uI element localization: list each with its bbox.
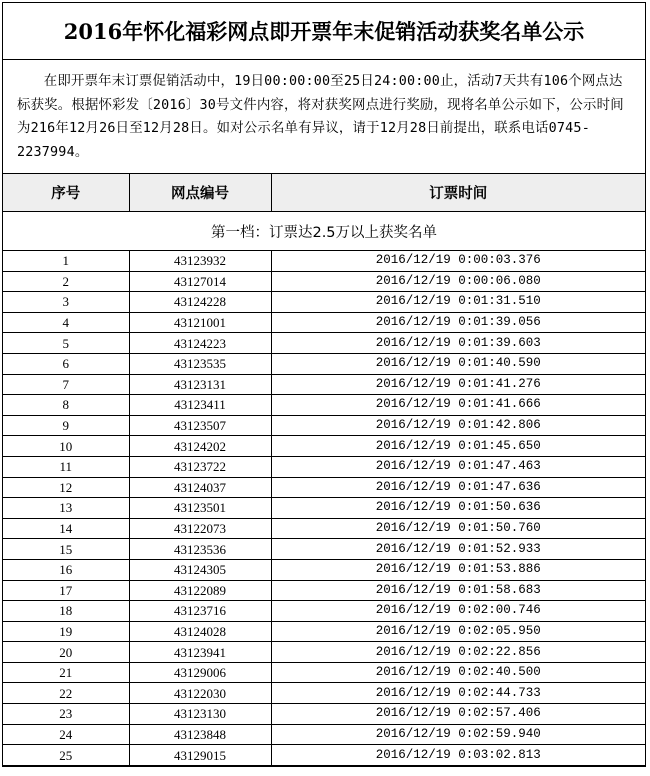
row-serial: 11 [3, 456, 129, 477]
table-row [3, 580, 645, 601]
row-serial: 20 [3, 642, 129, 663]
row-outlet-id: 43124202 [129, 436, 271, 457]
row-order-time: 2016/12/19 0:03:02.813 [271, 745, 645, 766]
row-outlet-id: 43129006 [129, 662, 271, 683]
row-order-time: 2016/12/19 0:02:22.856 [271, 642, 645, 663]
row-order-time: 2016/12/19 0:01:39.056 [271, 312, 645, 333]
table-row [3, 601, 645, 622]
row-serial: 4 [3, 312, 129, 333]
row-serial: 16 [3, 559, 129, 580]
row-outlet-id: 43124037 [129, 477, 271, 498]
row-outlet-id: 43129015 [129, 745, 271, 766]
row-outlet-id: 43122073 [129, 518, 271, 539]
row-order-time: 2016/12/19 0:01:50.636 [271, 498, 645, 519]
row-outlet-id: 43123536 [129, 539, 271, 560]
tier-label: 第一档：订票达2.5万以上获奖名单 [3, 212, 645, 251]
row-outlet-id: 43123507 [129, 415, 271, 436]
header-order-time: 订票时间 [271, 174, 645, 212]
row-order-time: 2016/12/19 0:02:40.500 [271, 662, 645, 683]
table-body [3, 212, 645, 766]
row-serial: 9 [3, 415, 129, 436]
row-order-time: 2016/12/19 0:01:42.806 [271, 415, 645, 436]
winners-table [3, 174, 645, 766]
row-order-time: 2016/12/19 0:00:06.080 [271, 271, 645, 292]
row-order-time: 2016/12/19 0:01:41.666 [271, 395, 645, 416]
row-outlet-id: 43123411 [129, 395, 271, 416]
row-order-time: 2016/12/19 0:01:39.603 [271, 333, 645, 354]
row-serial: 23 [3, 704, 129, 725]
row-outlet-id: 43121001 [129, 312, 271, 333]
row-outlet-id: 43123131 [129, 374, 271, 395]
row-serial: 12 [3, 477, 129, 498]
row-order-time: 2016/12/19 0:01:52.933 [271, 539, 645, 560]
table-row [3, 498, 645, 519]
row-outlet-id: 43127014 [129, 271, 271, 292]
row-serial: 14 [3, 518, 129, 539]
row-serial: 6 [3, 353, 129, 374]
row-order-time: 2016/12/19 0:02:00.746 [271, 601, 645, 622]
row-serial: 25 [3, 745, 129, 766]
row-outlet-id: 43124028 [129, 621, 271, 642]
row-outlet-id: 43124228 [129, 292, 271, 313]
row-order-time: 2016/12/19 0:02:59.940 [271, 724, 645, 745]
page-title: 2016年怀化福彩网点即开票年末促销活动获奖名单公示 [3, 3, 645, 60]
row-outlet-id: 43124223 [129, 333, 271, 354]
row-order-time: 2016/12/19 0:02:05.950 [271, 621, 645, 642]
table-row [3, 621, 645, 642]
row-serial: 3 [3, 292, 129, 313]
table-row [3, 333, 645, 354]
row-order-time: 2016/12/19 0:01:47.636 [271, 477, 645, 498]
row-serial: 5 [3, 333, 129, 354]
table-row [3, 518, 645, 539]
table-row [3, 436, 645, 457]
row-order-time: 2016/12/19 0:01:45.650 [271, 436, 645, 457]
table-row [3, 539, 645, 560]
table-row [3, 312, 645, 333]
row-outlet-id: 43123716 [129, 601, 271, 622]
row-order-time: 2016/12/19 0:02:57.406 [271, 704, 645, 725]
table-row [3, 745, 645, 766]
row-order-time: 2016/12/19 0:01:58.683 [271, 580, 645, 601]
row-serial: 7 [3, 374, 129, 395]
award-notice-sheet [2, 2, 646, 767]
row-serial: 18 [3, 601, 129, 622]
row-order-time: 2016/12/19 0:02:44.733 [271, 683, 645, 704]
row-serial: 8 [3, 395, 129, 416]
row-outlet-id: 43123535 [129, 353, 271, 374]
table-row [3, 415, 645, 436]
row-order-time: 2016/12/19 0:01:31.510 [271, 292, 645, 313]
row-outlet-id: 43123501 [129, 498, 271, 519]
header-outlet-id: 网点编号 [129, 174, 271, 212]
row-serial: 2 [3, 271, 129, 292]
tier-row [3, 212, 645, 251]
row-serial: 21 [3, 662, 129, 683]
row-serial: 1 [3, 251, 129, 272]
row-order-time: 2016/12/19 0:01:53.886 [271, 559, 645, 580]
table-row [3, 724, 645, 745]
row-outlet-id: 43124305 [129, 559, 271, 580]
row-outlet-id: 43122089 [129, 580, 271, 601]
table-row [3, 353, 645, 374]
row-serial: 10 [3, 436, 129, 457]
table-row [3, 477, 645, 498]
row-outlet-id: 43123941 [129, 642, 271, 663]
row-order-time: 2016/12/19 0:01:50.760 [271, 518, 645, 539]
table-row [3, 704, 645, 725]
table-row [3, 292, 645, 313]
table-row [3, 251, 645, 272]
row-outlet-id: 43123848 [129, 724, 271, 745]
row-outlet-id: 43123130 [129, 704, 271, 725]
row-serial: 22 [3, 683, 129, 704]
row-order-time: 2016/12/19 0:00:03.376 [271, 251, 645, 272]
row-serial: 24 [3, 724, 129, 745]
table-row [3, 395, 645, 416]
table-row [3, 559, 645, 580]
table-row [3, 662, 645, 683]
notice-paragraph: 在即开票年末订票促销活动中，19日00:00:00至25日24:00:00止，活动7天共有106个网点达标获奖。根据怀彩发〔2016〕30号文件内容，将对获奖网点进行奖励，现将名单公示如下，公示时间为216年12月26日至12月28日。如对公示名单有异议，请于12月28日前提出，联系电话0745-2237994。 [3, 60, 645, 174]
table-row [3, 456, 645, 477]
row-outlet-id: 43123722 [129, 456, 271, 477]
row-order-time: 2016/12/19 0:01:40.590 [271, 353, 645, 374]
header-serial: 序号 [3, 174, 129, 212]
row-serial: 17 [3, 580, 129, 601]
table-row [3, 271, 645, 292]
row-outlet-id: 43123932 [129, 251, 271, 272]
table-row [3, 374, 645, 395]
table-row [3, 683, 645, 704]
row-order-time: 2016/12/19 0:01:41.276 [271, 374, 645, 395]
row-serial: 15 [3, 539, 129, 560]
row-outlet-id: 43122030 [129, 683, 271, 704]
table-header-row [3, 174, 645, 212]
row-serial: 13 [3, 498, 129, 519]
row-order-time: 2016/12/19 0:01:47.463 [271, 456, 645, 477]
table-row [3, 642, 645, 663]
row-serial: 19 [3, 621, 129, 642]
